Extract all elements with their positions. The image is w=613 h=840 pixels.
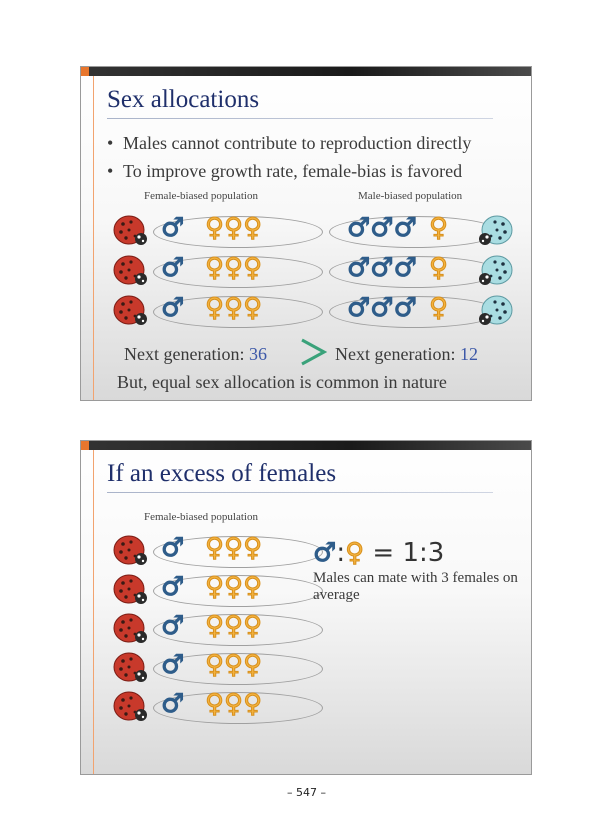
female-symbols-icon: ♀♀♀ [205,572,263,602]
male-symbol-icon: ♂ [161,293,185,323]
red-ladybug-icon [111,534,155,568]
female-ratio-icon: ♀ [345,538,365,568]
male-biased-row [319,214,532,246]
red-ladybug-icon [111,214,155,248]
female-symbols-icon: ♀♀♀ [205,213,263,243]
female-symbols-icon: ♀♀♀ [205,689,263,719]
female-symbol-icon: ♀ [429,213,449,243]
next-gen-value: 36 [248,344,267,364]
ratio-description: Males can mate with 3 females on average [313,570,518,603]
slide-excess-of-females [80,440,532,775]
slide-title: Sex allocations [107,86,260,113]
female-symbols-icon: ♀♀♀ [205,650,263,680]
male-symbol-icon: ♂ [161,650,185,680]
sex-ratio [313,538,444,568]
male-symbol-icon: ♂ [161,611,185,641]
female-symbol-icon: ♀ [429,293,449,323]
slide-top-bar [81,441,531,450]
female-symbols-icon: ♀♀♀ [205,611,263,641]
female-biased-row [111,690,341,722]
slide-sex-allocations [80,66,532,401]
female-symbols-icon: ♀♀♀ [205,253,263,283]
female-population-label: Female-biased population [144,511,258,523]
next-gen-value: 12 [459,344,478,364]
blue-ladybug-icon [471,254,515,288]
male-biased-row [319,294,532,326]
bullet-dot: • [107,133,114,153]
bullet-list [107,129,471,185]
title-divider [107,492,493,493]
blue-ladybug-icon [471,214,515,248]
male-population-label: Male-biased population [358,190,463,202]
red-ladybug-icon [111,294,155,328]
red-ladybug-icon [111,254,155,288]
ratio-colon: : [336,538,346,568]
female-biased-row [111,254,341,286]
female-population-label: Female-biased population [144,190,258,202]
slide-left-rule [93,76,94,400]
title-divider [107,118,493,119]
greater-than-icon [299,338,327,366]
male-symbols-icon: ♂♂♂ [347,293,417,323]
female-biased-row [111,534,341,566]
slide-accent-block [81,441,89,450]
male-symbols-icon: ♂♂♂ [347,253,417,283]
female-biased-row [111,651,341,683]
slide-top-bar [81,67,531,76]
male-biased-row [319,254,532,286]
male-symbol-icon: ♂ [161,213,185,243]
female-symbol-icon: ♀ [429,253,449,283]
male-symbol-icon: ♂ [161,253,185,283]
red-ladybug-icon [111,612,155,646]
bullet-item [107,157,471,185]
next-gen-label: Next generation: [335,344,460,364]
bullet-text: To improve growth rate, female-bias is favored [123,161,463,181]
male-symbol-icon: ♂ [161,572,185,602]
female-symbols-icon: ♀♀♀ [205,533,263,563]
blue-ladybug-icon [471,294,515,328]
male-symbol-icon: ♂ [161,689,185,719]
bullet-dot: • [107,161,114,181]
bullet-text: Males cannot contribute to reproduction directly [123,133,472,153]
female-biased-row [111,573,341,605]
next-gen-label: Next generation: [124,344,249,364]
next-generation-female [124,344,267,365]
female-symbols-icon: ♀♀♀ [205,293,263,323]
conclusion-text: But, equal sex allocation is common in nature [117,372,447,392]
red-ladybug-icon [111,690,155,724]
slide-accent-block [81,67,89,76]
red-ladybug-icon [111,573,155,607]
red-ladybug-icon [111,651,155,685]
female-biased-row [111,294,341,326]
male-ratio-icon: ♂ [313,538,337,568]
slide-left-rule [93,450,94,774]
slide-title: If an excess of females [107,460,337,487]
page-number: – 547 – [287,786,326,799]
next-generation-male [335,344,478,365]
female-biased-row [111,612,341,644]
ratio-value: = 1:3 [364,538,445,568]
male-symbols-icon: ♂♂♂ [347,213,417,243]
bullet-item [107,129,471,157]
male-symbol-icon: ♂ [161,533,185,563]
female-biased-row [111,214,341,246]
